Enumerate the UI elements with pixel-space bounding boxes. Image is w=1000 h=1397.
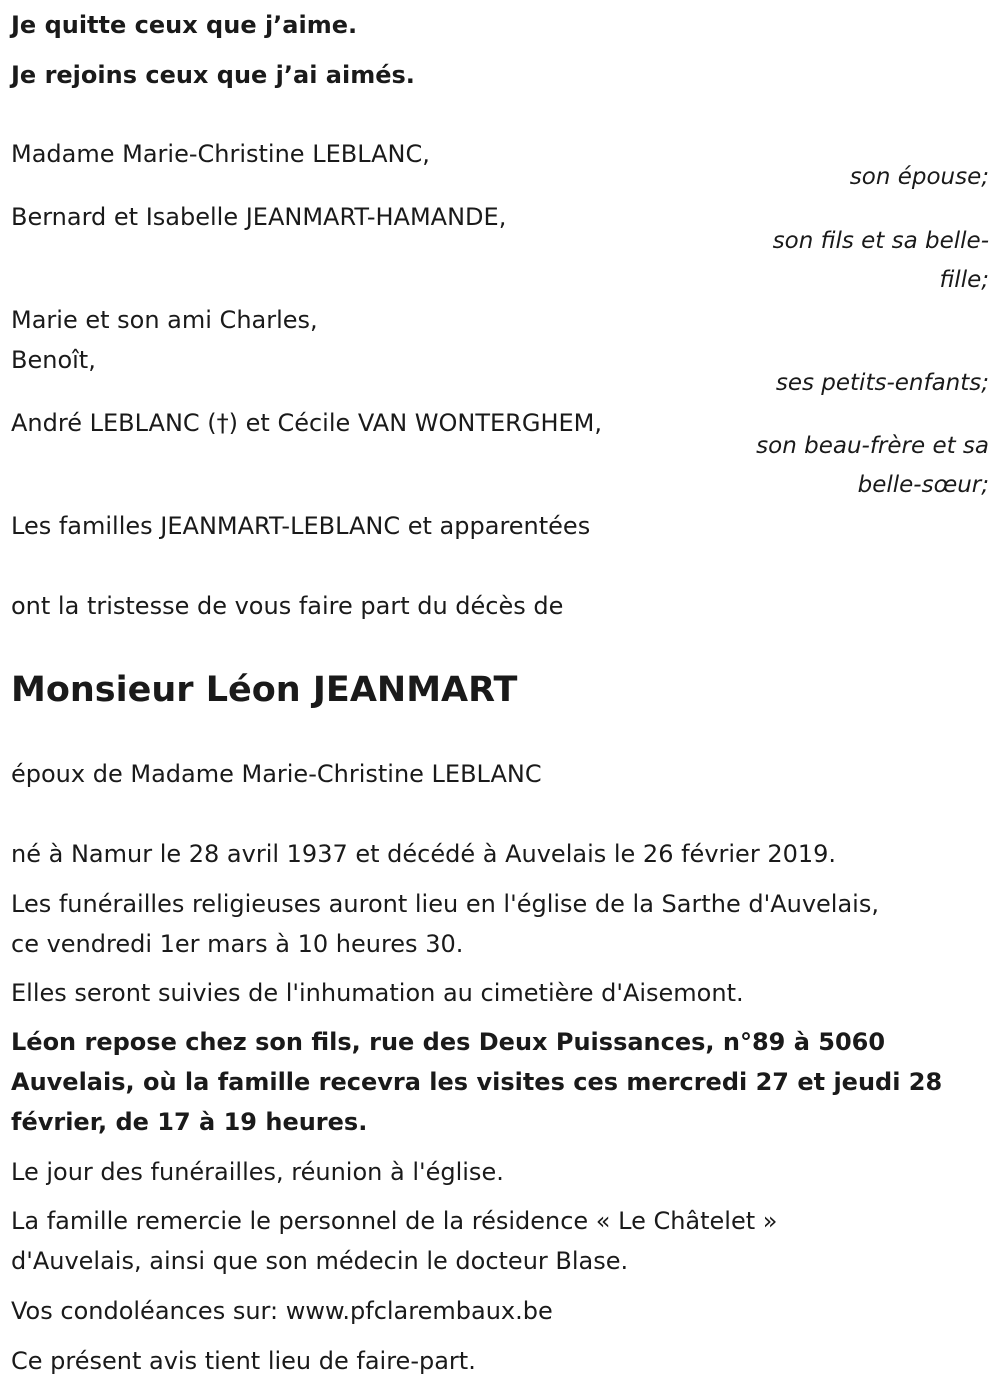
notice-text: Ce présent avis tient lieu de faire-part. — [11, 1347, 476, 1375]
funeral-text-line-2: ce vendredi 1er mars à 10 heures 30. — [11, 930, 464, 958]
thanks-text-line-1: La famille remercie le personnel de la résidence « Le Châtelet » — [11, 1207, 778, 1235]
family-relation-in-laws-line-1: son beau-frère et sa — [756, 433, 989, 459]
announcement-text: ont la tristesse de vous faire part du décès de — [11, 592, 564, 620]
family-relation-son-line-2: fille; — [939, 267, 989, 293]
family-names-grandchildren-line-2: Benoît, — [11, 346, 96, 374]
condolences-text: Vos condoléances sur: www.pfclarembaux.be — [11, 1297, 553, 1325]
funeral-text-line-1: Les funérailles religieuses auront lieu en l'église de la Sarthe d'Auvelais, — [11, 890, 879, 918]
family-relation-in-laws-line-2: belle-sœur; — [857, 472, 989, 498]
birth-death-text: né à Namur le 28 avril 1937 et décédé à Auvelais le 26 février 2019. — [11, 840, 837, 868]
family-names-spouse: Madame Marie-Christine LEBLANC, — [11, 140, 430, 168]
family-names-families: Les familles JEANMART-LEBLANC et apparentées — [11, 512, 591, 540]
burial-text: Elles seront suivies de l'inhumation au cimetière d'Aisemont. — [11, 979, 744, 1007]
family-names-grandchildren-line-1: Marie et son ami Charles, — [11, 306, 318, 334]
thanks-text-line-2: d'Auvelais, ainsi que son médecin le docteur Blase. — [11, 1247, 629, 1275]
epigraph-line-2: Je rejoins ceux que j’ai aimés. — [11, 61, 415, 89]
visit-text-line-2: Auvelais, où la famille recevra les visites ces mercredi 27 et jeudi 28 — [11, 1068, 943, 1096]
visit-text-line-3: février, de 17 à 19 heures. — [11, 1108, 368, 1136]
visit-text-line-1: Léon repose chez son fils, rue des Deux Puissances, n°89 à 5060 — [11, 1028, 886, 1056]
epigraph-line-1: Je quitte ceux que j’aime. — [11, 11, 358, 39]
family-relation-grandchildren: ses petits-enfants; — [775, 370, 989, 396]
family-names-in-laws: André LEBLANC (†) et Cécile VAN WONTERGHEM, — [11, 409, 602, 437]
spouse-line: époux de Madame Marie-Christine LEBLANC — [11, 760, 542, 788]
family-names-son: Bernard et Isabelle JEANMART-HAMANDE, — [11, 203, 507, 231]
family-relation-spouse: son épouse; — [849, 164, 989, 190]
family-relation-son-line-1: son fils et sa belle- — [772, 228, 989, 254]
meeting-text: Le jour des funérailles, réunion à l'église. — [11, 1158, 504, 1186]
deceased-name: Monsieur Léon JEANMART — [11, 670, 518, 710]
